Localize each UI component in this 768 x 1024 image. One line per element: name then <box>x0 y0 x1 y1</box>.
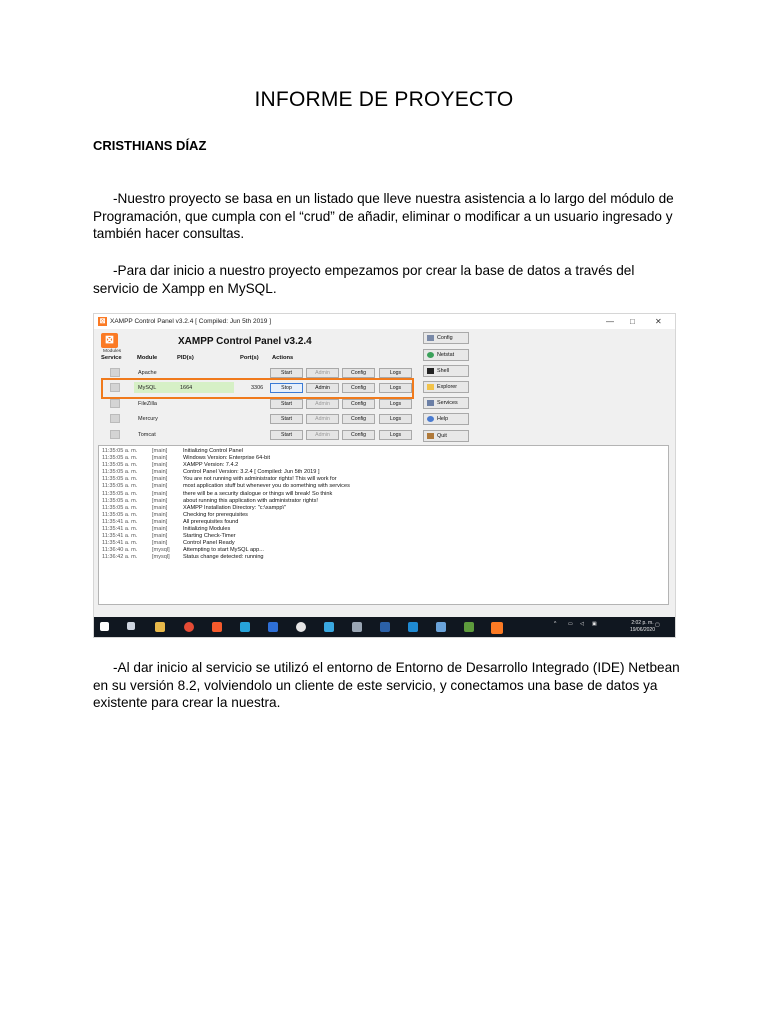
window-title: XAMPP Control Panel v3.2.4 [ Compiled: Jun 5th 2019 ] <box>110 318 272 325</box>
log-time: 11:35:05 a. m. <box>102 448 138 454</box>
log-line <box>102 533 665 540</box>
stop-button-mysql[interactable]: Stop <box>270 383 303 393</box>
task-view-icon[interactable] <box>127 622 135 630</box>
log-module: [main] <box>152 448 168 454</box>
config-button-tomcat[interactable]: Config <box>342 430 375 440</box>
log-message: Control Panel Ready <box>183 540 235 547</box>
log-message: about running this application with administrator rights! <box>183 497 318 504</box>
log-time: 11:35:05 a. m. <box>102 462 138 469</box>
service-toggle-mercury[interactable] <box>110 414 120 423</box>
log-line <box>102 505 665 512</box>
log-line <box>102 526 665 533</box>
log-line <box>102 469 665 476</box>
service-header: Service <box>101 355 122 361</box>
admin-button-filezilla[interactable]: Admin <box>306 399 339 409</box>
document-title: INFORME DE PROYECTO <box>254 88 514 111</box>
log-line <box>102 455 665 462</box>
minecraft-icon[interactable] <box>464 622 474 632</box>
help-icon <box>427 416 434 422</box>
admin-button-mysql[interactable]: Admin <box>306 383 339 393</box>
config-button-mysql[interactable]: Config <box>342 383 375 393</box>
admin-button-mercury[interactable]: Admin <box>306 414 339 424</box>
panel-title: XAMPP Control Panel v3.2.4 <box>178 336 312 347</box>
log-message: All prerequisites found <box>183 518 239 525</box>
log-message: there will be a security dialogue or things will break! So think <box>183 490 333 497</box>
module-header: Module <box>137 355 158 361</box>
log-message: Windows Version: Enterprise 64-bit <box>183 455 271 462</box>
network-icon[interactable]: ▭ <box>568 621 573 627</box>
log-message: Checking for prerequisites <box>183 511 248 518</box>
log-message: You are not running with administrator rights! This will work for <box>183 476 337 483</box>
log-module: [main] <box>152 455 168 462</box>
log-message: Initializing Control Panel <box>183 448 244 454</box>
module-name: Mercury <box>138 416 158 422</box>
netstat-globe-icon <box>427 352 434 358</box>
modules-label: Modules <box>103 349 122 354</box>
module-name: Tomcat <box>138 432 156 438</box>
box-app-icon[interactable] <box>352 622 362 632</box>
explorer-folder-icon <box>427 384 434 390</box>
start-button-mercury[interactable]: Start <box>270 414 303 424</box>
admin-button-apache[interactable]: Admin <box>306 368 339 378</box>
window-titlebar <box>94 314 675 329</box>
edge-icon[interactable] <box>268 622 278 632</box>
log-time: 11:36:40 a. m. <box>102 547 138 554</box>
log-message: most application stuff but whenever you do something with services <box>183 483 350 490</box>
author-name: CRISTHIANS DÍAZ <box>93 138 207 153</box>
log-module: [main] <box>152 476 168 483</box>
log-line <box>102 554 665 561</box>
start-button-tomcat[interactable]: Start <box>270 430 303 440</box>
log-line <box>102 540 665 547</box>
config-button-apache[interactable]: Config <box>342 368 375 378</box>
telegram-icon[interactable] <box>240 622 250 632</box>
log-module: [main] <box>152 504 168 511</box>
log-time: 11:35:41 a. m. <box>102 526 138 533</box>
log-time: 11:35:05 a. m. <box>102 504 138 511</box>
side-explorer-button[interactable]: Explorer <box>423 381 469 393</box>
log-line <box>102 519 665 526</box>
log-line <box>102 476 665 483</box>
module-name: Apache <box>138 370 157 376</box>
log-line <box>102 498 665 505</box>
services-gear-icon <box>427 400 434 406</box>
side-config-button[interactable]: Config <box>423 332 469 344</box>
log-time: 11:35:05 a. m. <box>102 490 138 497</box>
xampp-taskbar-icon[interactable] <box>491 622 503 634</box>
mysql-highlight-box <box>101 378 414 399</box>
chrome-icon[interactable] <box>184 622 194 632</box>
log-module: [main] <box>152 483 168 490</box>
paragraph-1: -Nuestro proyecto se basa en un listado que lleve nuestra asistencia a lo largo del módulo de Programación, que cumpla con el “crud” de añadir, eliminar o modificar a un usuario ingresado y también hacer consultas. <box>93 191 674 241</box>
log-time: 11:35:41 a. m. <box>102 518 138 525</box>
file-explorer-icon[interactable] <box>155 622 165 632</box>
obs-icon[interactable] <box>296 622 306 632</box>
windows-taskbar <box>94 617 675 637</box>
log-message: Initializing Modules <box>183 526 231 533</box>
log-module: [main] <box>152 462 168 469</box>
paragraph-2: -Para dar inicio a nuestro proyecto empezamos por crear la base de datos a través del servicio de Xampp en MySQL. <box>93 263 635 296</box>
log-module: [main] <box>152 490 168 497</box>
paragraph-3: -Al dar inicio al servicio se utilizó el entorno de Entorno de Desarrollo Integrado (IDE) Netbean en su versión 8.2, volviendolo un cliente de este servicio, y conectamos una base de datos ya existente para crear la nuestra. <box>93 660 680 710</box>
side-services-button[interactable]: Services <box>423 397 469 409</box>
log-panel[interactable] <box>98 445 669 605</box>
log-time: 11:36:42 a. m. <box>102 554 138 561</box>
log-module: [main] <box>152 469 168 476</box>
app-icon[interactable] <box>324 622 334 632</box>
log-time: 11:35:05 a. m. <box>102 455 138 462</box>
logs-button-tomcat[interactable]: Logs <box>379 430 412 440</box>
notifications-icon[interactable]: ▢ <box>655 622 660 628</box>
logs-button-mysql[interactable]: Logs <box>379 383 412 393</box>
log-time: 11:35:05 a. m. <box>102 469 138 476</box>
side-help-button[interactable]: Help <box>423 413 469 425</box>
maximize-icon[interactable]: □ <box>630 317 635 326</box>
log-module: [main] <box>152 540 168 547</box>
module-name: MySQL <box>138 385 157 391</box>
cube-app-icon[interactable] <box>436 622 446 632</box>
volume-icon[interactable]: ◁ <box>580 621 584 627</box>
service-toggle-filezilla[interactable] <box>110 399 120 408</box>
logs-button-filezilla[interactable]: Logs <box>379 399 412 409</box>
log-time: 11:35:05 a. m. <box>102 483 138 490</box>
log-time: 11:35:05 a. m. <box>102 497 138 504</box>
logs-button-mercury[interactable]: Logs <box>379 414 412 424</box>
config-button-mercury[interactable]: Config <box>342 414 375 424</box>
log-module: [main] <box>152 526 168 533</box>
log-line <box>102 491 665 498</box>
log-message: Status change detected: running <box>183 554 264 561</box>
log-line <box>102 462 665 469</box>
shell-terminal-icon <box>427 368 434 374</box>
module-name: FileZilla <box>138 401 157 407</box>
quit-door-icon <box>427 433 434 439</box>
logs-button-apache[interactable]: Logs <box>379 368 412 378</box>
side-quit-button[interactable]: Quit <box>423 430 469 442</box>
config-button-filezilla[interactable]: Config <box>342 399 375 409</box>
xampp-logo-icon: ⊠ <box>101 333 118 348</box>
admin-button-tomcat[interactable]: Admin <box>306 430 339 440</box>
log-line <box>102 512 665 519</box>
module-pid: 1664 <box>180 385 193 391</box>
side-netstat-button[interactable]: Netstat <box>423 349 469 361</box>
vscode-icon[interactable] <box>408 622 418 632</box>
log-message: XAMPP Version: 7.4.2 <box>183 462 239 469</box>
log-line <box>102 547 665 554</box>
module-port: 3306 <box>251 385 264 391</box>
actions-header: Actions <box>272 355 294 361</box>
log-line <box>102 483 665 490</box>
port-header: Port(s) <box>240 355 259 361</box>
start-button-apache[interactable]: Start <box>270 368 303 378</box>
log-time: 11:35:05 a. m. <box>102 476 138 483</box>
log-module: [main] <box>152 511 168 518</box>
xampp-icon: ⊠ <box>99 318 106 325</box>
log-message: Starting Check-Timer <box>183 533 236 540</box>
pid-header: PID(s) <box>177 355 194 361</box>
brave-icon[interactable] <box>212 622 222 632</box>
start-button-filezilla[interactable]: Start <box>270 399 303 409</box>
tray-up-icon[interactable]: ^ <box>554 621 557 627</box>
service-toggle-apache[interactable] <box>110 368 120 377</box>
log-module: [main] <box>152 497 168 504</box>
log-module: [mysql] <box>152 547 170 554</box>
close-icon[interactable]: ✕ <box>655 317 662 326</box>
windows-start-icon[interactable] <box>100 622 109 631</box>
log-time: 11:35:05 a. m. <box>102 511 138 518</box>
service-toggle-tomcat[interactable] <box>110 430 120 439</box>
minimize-icon[interactable]: — <box>606 317 614 326</box>
side-shell-button[interactable]: Shell <box>423 365 469 377</box>
language-icon[interactable]: ▣ <box>592 621 597 627</box>
log-time: 11:35:41 a. m. <box>102 540 138 547</box>
log-time: 11:35:41 a. m. <box>102 533 138 540</box>
log-line <box>102 448 665 455</box>
netbeans-icon[interactable] <box>380 622 390 632</box>
log-module: [main] <box>152 533 168 540</box>
log-message: Attempting to start MySQL app... <box>183 547 264 554</box>
log-message: XAMPP Installation Directory: "c:\xampp\" <box>183 504 287 511</box>
taskbar-clock[interactable]: 2:02 p. m. 19/06/2020 <box>629 620 655 633</box>
log-module: [main] <box>152 518 168 525</box>
xampp-screenshot <box>93 313 676 638</box>
config-wrench-icon <box>427 335 434 341</box>
log-module: [mysql] <box>152 554 170 561</box>
log-message: Control Panel Version: 3.2.4 [ Compiled: Jun 5th 2019 ] <box>183 469 320 476</box>
